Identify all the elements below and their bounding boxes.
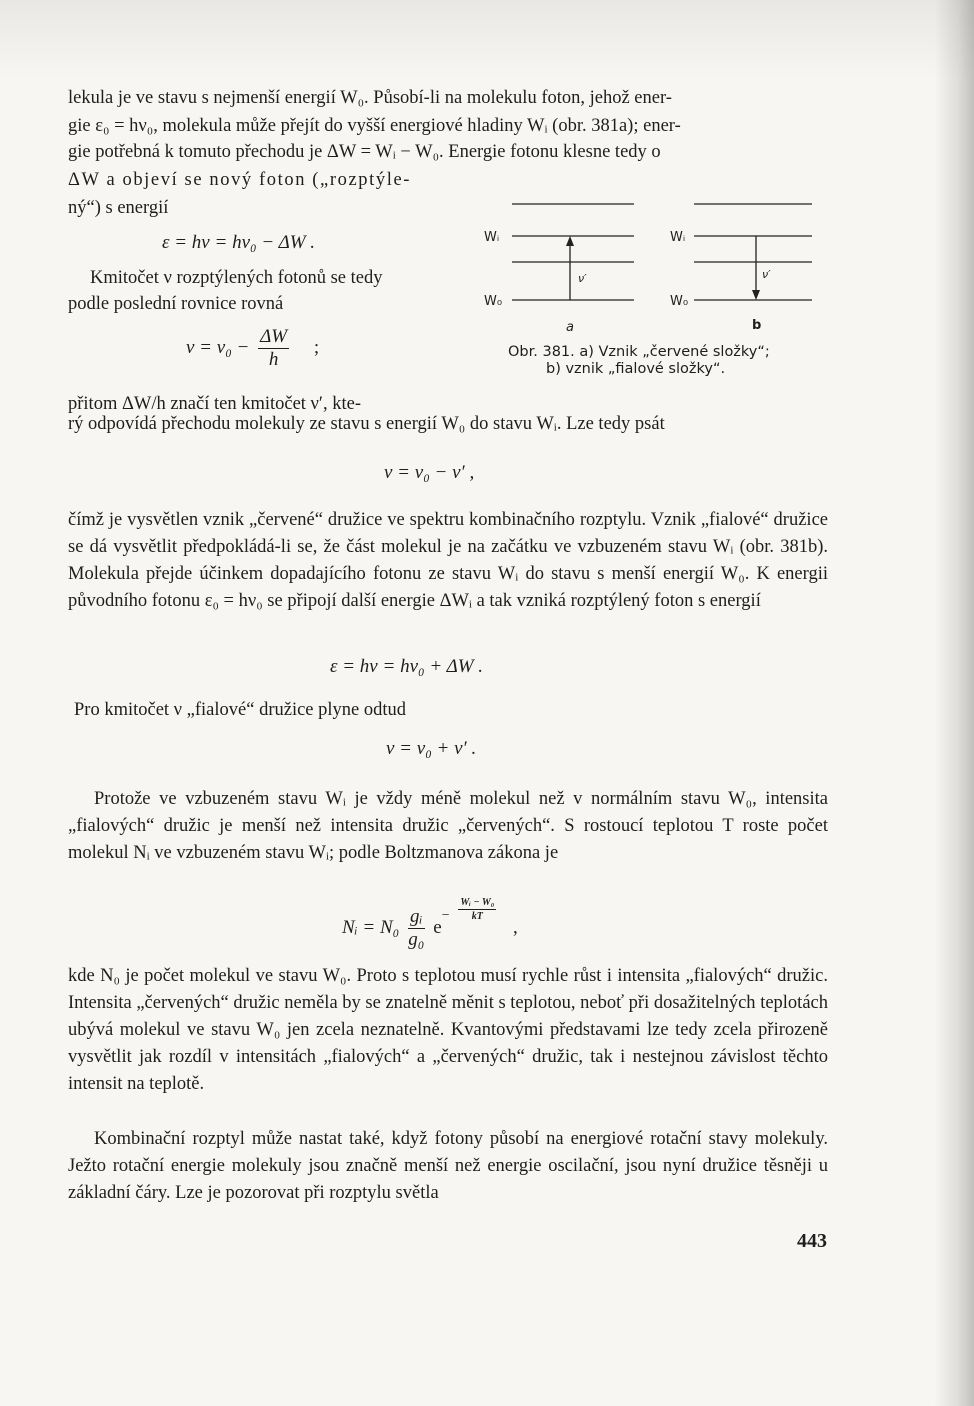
eq6-numerator: gᵢ <box>410 906 423 928</box>
equation-violet-satellite: ν = ν₀ + ν′ . <box>386 738 477 759</box>
equation-energy-red: ε = hν = hν₀ − ΔW . <box>162 232 316 253</box>
eq6-exponent-denominator: kT <box>471 911 483 922</box>
page-number: 443 <box>797 1230 827 1252</box>
scan-top-shadow <box>0 0 974 80</box>
paragraph-violet-satellite: čímž je vysvětlen vznik „červené“ družice ve spektru kombinačního rozptylu. Vznik „fialové“ družice se dá vysvětlit předpokládá-li se, že část molekul je na začátku ve vzbuzeném stavu Wᵢ (obr. 381b). Molekula přejde účinkem dopadajícího fotonu ze stavu Wᵢ do stavu s menší energií W₀. K energii původního fotonu ε₀ = hν₀ se připojí další energie ΔWᵢ a tak vzniká rozptýlený foton s energií <box>68 510 828 611</box>
text-line-8: přitom ΔW/h značí ten kmitočet ν′, kte- <box>68 394 361 414</box>
eq2-semicolon: ; <box>313 336 320 358</box>
text-line-9: rý odpovídá přechodu molekuly ze stavu s energií W₀ do stavu Wᵢ. Lze tedy psát <box>68 414 665 434</box>
figure-caption-line-2: b) vznik „fialové složky“. <box>546 361 726 377</box>
fig-b-caption-letter: b <box>752 318 762 333</box>
figure-caption-line-1: Obr. 381. a) Vznik „červené složky“; <box>508 344 770 360</box>
equation-red-satellite: ν = ν₀ − ν′ , <box>384 462 475 483</box>
eq6-fraction <box>408 906 425 951</box>
text-line-1: lekula je ve stavu s nejmenší energií W₀. Působí-li na molekulu foton, jehož ener- <box>68 88 672 108</box>
text-line-2: gie ε₀ = hν₀, molekula může přejít do vyšší energiové hladiny Wᵢ (obr. 381a); ener- <box>68 116 681 136</box>
text-line-6: Kmitočet ν rozptýlených fotonů se tedy <box>90 268 383 288</box>
equation-boltzmann: Nᵢ = N₀ $\frac{\text{gᵢ}}{\text{g₀}}$ e− $\frac{\text{Wᵢ − W₀}}{kT}$ , <box>342 897 518 951</box>
eq6-denominator: g₀ <box>408 929 425 951</box>
fig-a-label-wi: Wᵢ <box>484 230 500 245</box>
eq2-lhs: ν = ν₀ − <box>186 336 250 358</box>
fig-b-label-nu: ν′ <box>762 268 771 281</box>
text-line-4: ΔW a objeví se nový foton („rozptýle- <box>68 170 412 190</box>
text-line-5: ný“) s energií <box>68 198 169 218</box>
eq6-exponent-numerator: Wᵢ − W₀ <box>460 897 495 908</box>
energy-level-figure <box>476 190 826 340</box>
eq6-exp-base: e <box>433 917 442 938</box>
eq2-denominator: h <box>268 349 279 370</box>
paragraph-temperature: kde N₀ je počet molekul ve stavu W₀. Proto s teplotou musí rychle růst i intensita „fialových“ družic. Intensita „červených“ družic neměla by se znatelně měnit s teplotou, neboť při dosažitelných teplotách ubývá molekul ve stavu W₀ jen zcela neznatelně. Kvantovými představami lze tedy zcela přirozeně vysvětlit jak rozdíl v intensitách „fialových“ a „červených“ družic, tak i nestejnou závislost těchto intensit na teplotě. <box>68 966 828 1094</box>
eq6-exponent <box>458 896 496 923</box>
text-line-3: gie potřebná k tomuto přechodu je ΔW = Wᵢ − W₀. Energie fotonu klesne tedy o <box>68 142 661 162</box>
fig-b-label-w0: W₀ <box>670 294 689 309</box>
fig-b-label-wi: Wᵢ <box>670 230 686 245</box>
scan-edge-shadow <box>934 0 974 1406</box>
fig-b-arrowhead <box>752 290 760 300</box>
fig-a-label-w0: W₀ <box>484 294 503 309</box>
eq2-fraction <box>258 326 289 371</box>
paragraph-intensity: Protože ve vzbuzeném stavu Wᵢ je vždy méně molekul než v normálním stavu W₀, intensita „fialových“ družic je menší než intensita družic „červených“. S rostoucí teplotou T roste počet molekul Nᵢ ve vzbuzeném stavu Wᵢ; podle Boltzmanova zákona je <box>68 789 828 863</box>
fig-a-label-nu: ν′ <box>578 272 587 285</box>
fig-a-caption-letter: a <box>566 320 574 335</box>
text-line-7: podle poslední rovnice rovná <box>68 294 284 314</box>
equation-frequency <box>186 326 319 371</box>
equation-energy-violet: ε = hν = hν₀ + ΔW . <box>330 656 484 677</box>
eq6-lhs: Nᵢ = N₀ <box>342 917 400 938</box>
paragraph-rotational: Kombinační rozptyl může nastat také, když fotony působí na energiové rotační stavy molekuly. Ježto rotační energie molekuly jsou značně menší než energie oscilační, jsou nyní družice těsněji u základní čáry. Lze je pozorovat při rozptylu světla <box>68 1129 828 1203</box>
eq6-comma: , <box>512 917 518 938</box>
fig-a-arrowhead <box>566 236 574 246</box>
eq2-numerator: ΔW <box>260 326 288 347</box>
text-violet-frequency-intro: Pro kmitočet ν „fialové“ družice plyne odtud <box>74 700 407 720</box>
